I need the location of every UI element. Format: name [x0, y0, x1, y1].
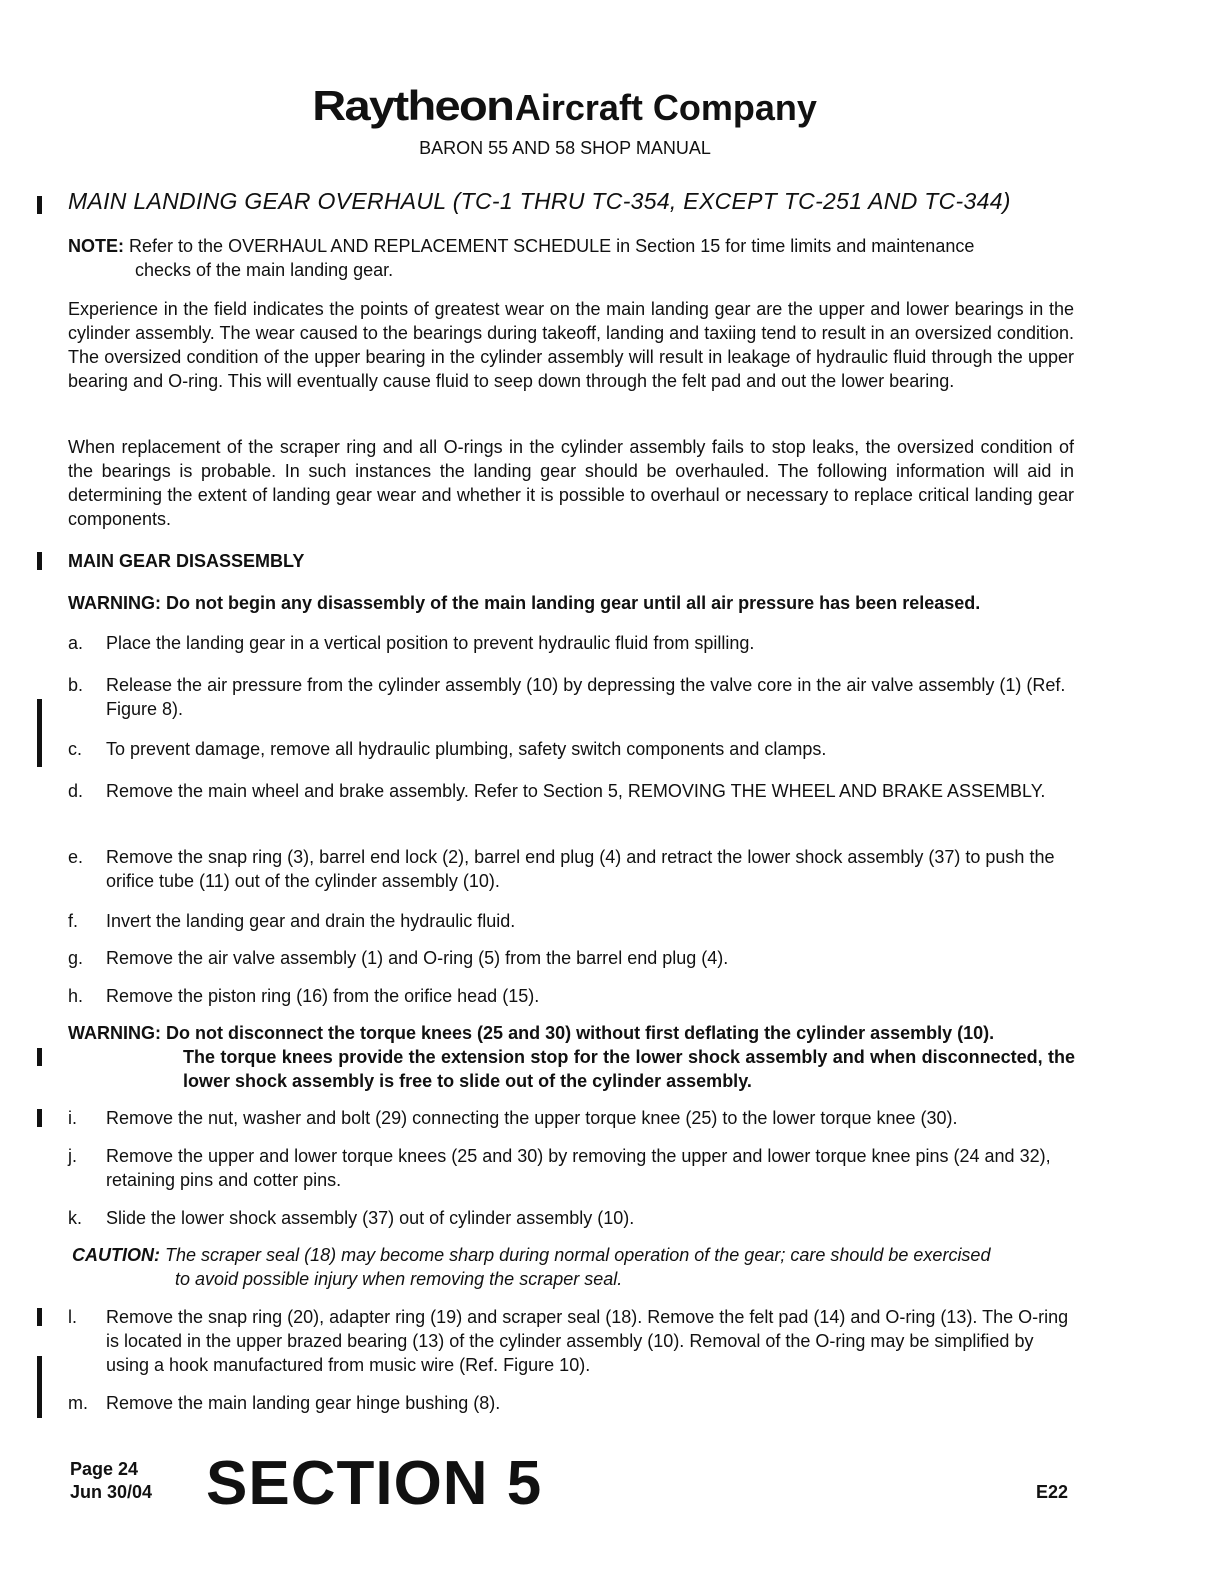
step-label: g. — [68, 948, 84, 968]
warning-text: Do not begin any disassembly of the main landing gear until all air pressure has been released. — [166, 593, 981, 613]
note-line2: checks of the main landing gear. — [135, 260, 394, 280]
step-label: m. — [68, 1393, 88, 1413]
warning-label: WARNING: — [68, 1023, 161, 1043]
change-bar — [37, 699, 42, 767]
step-label: j. — [68, 1146, 77, 1166]
company-header — [0, 82, 1140, 130]
change-bar — [37, 552, 42, 570]
step-text: Remove the upper and lower torque knees (25 and 30) by removing the upper and lower torque knee pins (24 and 32), retaining pins and cotter pins. — [106, 1146, 1051, 1190]
change-bar — [37, 1356, 42, 1418]
step-text: Remove the air valve assembly (1) and O-ring (5) from the barrel end plug (4). — [106, 948, 729, 968]
step-text: Release the air pressure from the cylinder assembly (10) by depressing the valve core in the air valve assembly (1) (Ref. Figure 8). — [106, 675, 1066, 719]
step-label: k. — [68, 1208, 83, 1228]
warning — [68, 591, 1078, 615]
change-bar — [37, 196, 42, 214]
change-bar — [37, 1048, 42, 1066]
page-title: MAIN LANDING GEAR OVERHAUL (TC-1 THRU TC-354, EXCEPT TC-251 AND TC-344) — [68, 188, 1011, 214]
page-date: Jun 30/04 — [70, 1482, 153, 1502]
step-text: Slide the lower shock assembly (37) out of cylinder assembly (10). — [106, 1208, 635, 1228]
step-label: i. — [68, 1108, 77, 1128]
step-text: Place the landing gear in a vertical position to prevent hydraulic fluid from spilling. — [106, 633, 755, 653]
warning-label: WARNING: — [68, 593, 161, 613]
page-number: Page 24 — [70, 1459, 139, 1479]
warning — [68, 1021, 1083, 1045]
step-label: h. — [68, 986, 84, 1006]
caution-label: CAUTION: — [72, 1245, 160, 1265]
manual-subtitle: BARON 55 AND 58 SHOP MANUAL — [419, 138, 711, 158]
company-name: Aircraft Company — [514, 87, 817, 128]
step-text: Remove the main landing gear hinge bushing (8). — [106, 1393, 501, 1413]
change-bar — [37, 1308, 42, 1326]
step-text: Remove the nut, washer and bolt (29) connecting the upper torque knee (25) to the lower torque knee (30). — [106, 1108, 958, 1128]
section-heading: MAIN GEAR DISASSEMBLY — [68, 551, 305, 571]
note-label: NOTE: — [68, 236, 124, 256]
page-info — [70, 1458, 152, 1504]
step-text: Remove the snap ring (3), barrel end lock (2), barrel end plug (4) and retract the lower shock assembly (37) to push the orifice tube (11) out of the cylinder assembly (10). — [106, 847, 1055, 891]
step-label: d. — [68, 781, 84, 801]
section-label: SECTION 5 — [206, 1449, 543, 1518]
paragraph: When replacement of the scraper ring and all O-rings in the cylinder assembly fails to stop leaks, the oversized condition of the bearings is probable. In such instances the landing gear should be overhauled. The following information will aid in determining the extent of landing gear wear and whether it is possible to overhaul or necessary to replace critical landing gear components. — [68, 437, 1074, 529]
step-label: b. — [68, 675, 84, 695]
caution-line2: to avoid possible injury when removing the scraper seal. — [175, 1269, 623, 1289]
caution — [72, 1243, 1082, 1267]
step-text: Remove the main wheel and brake assembly. Refer to Section 5, REMOVING THE WHEEL AND BRAKE ASSEMBLY. — [106, 781, 1046, 801]
step-text: To prevent damage, remove all hydraulic plumbing, safety switch components and clamps. — [106, 739, 827, 759]
step-label: e. — [68, 847, 84, 867]
paragraph: Experience in the field indicates the points of greatest wear on the main landing gear are the upper and lower bearings in the cylinder assembly. The wear caused to the bearings during takeoff, landing and taxiing tend to result in an oversized condition. The oversized condition of the upper bearing in the cylinder assembly will result in leakage of hydraulic fluid through the upper bearing and O-ring. This will eventually cause fluid to seep down through the felt pad and out the lower bearing. — [68, 299, 1074, 391]
brand-logo: Raytheon — [312, 82, 514, 129]
note — [68, 234, 1078, 258]
step-text: Invert the landing gear and drain the hydraulic fluid. — [106, 911, 516, 931]
step-label: a. — [68, 633, 84, 653]
warning-continuation: The torque knees provide the extension stop for the lower shock assembly and when disconnected, the lower shock assembly is free to slide out of the cylinder assembly. — [183, 1047, 1075, 1091]
step-label: l. — [68, 1307, 77, 1327]
step-label: f. — [68, 911, 79, 931]
step-label: c. — [68, 739, 83, 759]
step-text: Remove the snap ring (20), adapter ring (19) and scraper seal (18). Remove the felt pad (14) and O-ring (13). The O-ring is located in the upper brazed bearing (13) of the cylinder assembly (10). Removal of the O-ring may be simplified by using a hook manufactured from music wire (Ref. Figure 10). — [106, 1307, 1069, 1375]
revision-code: E22 — [1036, 1482, 1069, 1502]
caution-line1: The scraper seal (18) may become sharp during normal operation of the gear; care should be exercised — [165, 1245, 991, 1265]
change-bar — [37, 1109, 42, 1127]
note-line1: Refer to the OVERHAUL AND REPLACEMENT SCHEDULE in Section 15 for time limits and maintenance — [129, 236, 975, 256]
warning-text: Do not disconnect the torque knees (25 and 30) without first deflating the cylinder assembly (10). — [166, 1023, 995, 1043]
step-text: Remove the piston ring (16) from the orifice head (15). — [106, 986, 540, 1006]
